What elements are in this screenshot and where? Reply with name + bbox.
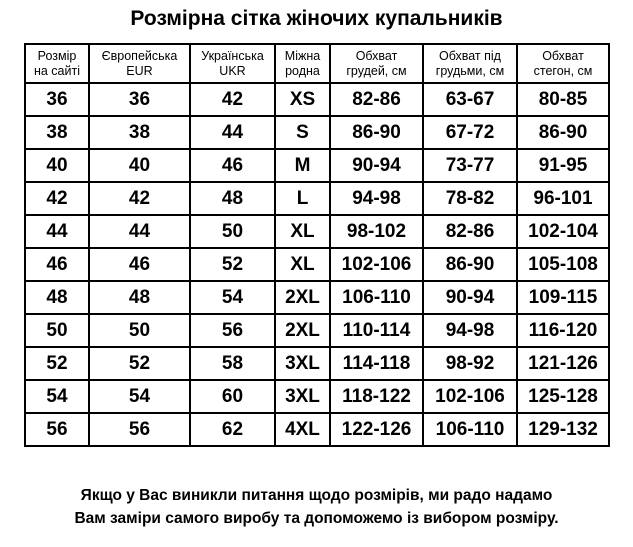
table-cell: 48 <box>25 281 89 314</box>
table-cell: 48 <box>190 182 275 215</box>
table-cell: 73-77 <box>423 149 517 182</box>
table-cell: 44 <box>89 215 190 248</box>
table-cell: 38 <box>89 116 190 149</box>
table-cell: 98-92 <box>423 347 517 380</box>
table-cell: 3XL <box>275 380 330 413</box>
table-cell: 98-102 <box>330 215 423 248</box>
table-cell: 54 <box>190 281 275 314</box>
table-cell: 62 <box>190 413 275 446</box>
table-cell: 46 <box>190 149 275 182</box>
header-row <box>25 44 609 83</box>
table-cell: S <box>275 116 330 149</box>
table-cell: 4XL <box>275 413 330 446</box>
table-cell: 121-126 <box>517 347 609 380</box>
column-header-line: стегон, см <box>533 63 593 78</box>
column-header-line: на сайті <box>33 63 80 78</box>
table-cell: 102-104 <box>517 215 609 248</box>
table-cell: 80-85 <box>517 83 609 116</box>
table-cell: 78-82 <box>423 182 517 215</box>
table-cell: 48 <box>89 281 190 314</box>
table-cell: 54 <box>25 380 89 413</box>
table-cell: 56 <box>190 314 275 347</box>
table-cell: 3XL <box>275 347 330 380</box>
table-row <box>25 380 609 413</box>
table-cell: 91-95 <box>517 149 609 182</box>
footer-line-1: Якщо у Вас виникли питання щодо розмірів, ми радо надамо <box>80 487 553 504</box>
table-cell: XS <box>275 83 330 116</box>
table-cell: 60 <box>190 380 275 413</box>
table-cell: 40 <box>89 149 190 182</box>
column-header-line: Українська <box>201 48 264 63</box>
table-cell: M <box>275 149 330 182</box>
column-header <box>423 44 517 83</box>
column-header-line: Європейська <box>101 48 178 63</box>
table-cell: 90-94 <box>330 149 423 182</box>
table-cell: 125-128 <box>517 380 609 413</box>
table-row <box>25 83 609 116</box>
table-cell: 110-114 <box>330 314 423 347</box>
table-cell: 58 <box>190 347 275 380</box>
table-cell: 42 <box>190 83 275 116</box>
table-cell: 56 <box>89 413 190 446</box>
table-cell: 52 <box>89 347 190 380</box>
table-cell: 2XL <box>275 281 330 314</box>
table-cell: 46 <box>25 248 89 281</box>
table-cell: 86-90 <box>423 248 517 281</box>
table-cell: 102-106 <box>330 248 423 281</box>
table-cell: 129-132 <box>517 413 609 446</box>
table-cell: 106-110 <box>423 413 517 446</box>
table-row <box>25 215 609 248</box>
column-header-line: UKR <box>219 63 246 78</box>
table-cell: 46 <box>89 248 190 281</box>
table-cell: 102-106 <box>423 380 517 413</box>
table-cell: 63-67 <box>423 83 517 116</box>
table-cell: 42 <box>25 182 89 215</box>
column-header-line: Обхват під <box>439 48 501 63</box>
table-cell: 40 <box>25 149 89 182</box>
table-cell: 38 <box>25 116 89 149</box>
table-cell: 109-115 <box>517 281 609 314</box>
table-header <box>25 44 609 83</box>
column-header <box>25 44 89 83</box>
footer-line-2: Вам заміри самого виробу та допоможемо із вибором розміру. <box>74 510 559 527</box>
table-cell: 50 <box>25 314 89 347</box>
table-cell: 52 <box>190 248 275 281</box>
table-cell: 90-94 <box>423 281 517 314</box>
column-header-line: Міжна <box>284 48 321 63</box>
table-cell: 106-110 <box>330 281 423 314</box>
table-cell: 122-126 <box>330 413 423 446</box>
column-header-line: Обхват <box>355 48 398 63</box>
table-row <box>25 248 609 281</box>
table-cell: 2XL <box>275 314 330 347</box>
table-row <box>25 281 609 314</box>
table-cell: 36 <box>89 83 190 116</box>
table-cell: XL <box>275 248 330 281</box>
column-header <box>89 44 190 83</box>
table-cell: 118-122 <box>330 380 423 413</box>
table-row <box>25 116 609 149</box>
table-row <box>25 314 609 347</box>
table-row <box>25 347 609 380</box>
table-cell: 96-101 <box>517 182 609 215</box>
table-cell: 52 <box>25 347 89 380</box>
table-cell: 50 <box>190 215 275 248</box>
column-header-line: Розмір <box>37 48 77 63</box>
table-cell: 54 <box>89 380 190 413</box>
table-cell: 44 <box>190 116 275 149</box>
column-header-line: грудей, см <box>346 63 407 78</box>
table-cell: 86-90 <box>330 116 423 149</box>
column-header-line: EUR <box>126 63 153 78</box>
table-row <box>25 182 609 215</box>
table-cell: 94-98 <box>423 314 517 347</box>
table-cell: 42 <box>89 182 190 215</box>
column-header <box>275 44 330 83</box>
table-cell: 82-86 <box>423 215 517 248</box>
table-cell: 94-98 <box>330 182 423 215</box>
table-cell: 105-108 <box>517 248 609 281</box>
column-header-line: грудьми, см <box>435 63 505 78</box>
table-body <box>25 83 609 446</box>
column-header <box>190 44 275 83</box>
table-cell: L <box>275 182 330 215</box>
table-row <box>25 149 609 182</box>
size-table <box>24 43 610 447</box>
table-cell: 116-120 <box>517 314 609 347</box>
column-header-line: родна <box>285 63 320 78</box>
table-cell: 86-90 <box>517 116 609 149</box>
table-cell: 114-118 <box>330 347 423 380</box>
table-cell: XL <box>275 215 330 248</box>
table-cell: 56 <box>25 413 89 446</box>
table-cell: 67-72 <box>423 116 517 149</box>
column-header <box>330 44 423 83</box>
table-row <box>25 413 609 446</box>
table-cell: 82-86 <box>330 83 423 116</box>
column-header-line: Обхват <box>542 48 584 63</box>
column-header <box>517 44 609 83</box>
page-title: Розмірна сітка жіночих купальників <box>130 7 503 30</box>
footer-note <box>0 484 633 530</box>
table-cell: 44 <box>25 215 89 248</box>
table-cell: 36 <box>25 83 89 116</box>
table-cell: 50 <box>89 314 190 347</box>
